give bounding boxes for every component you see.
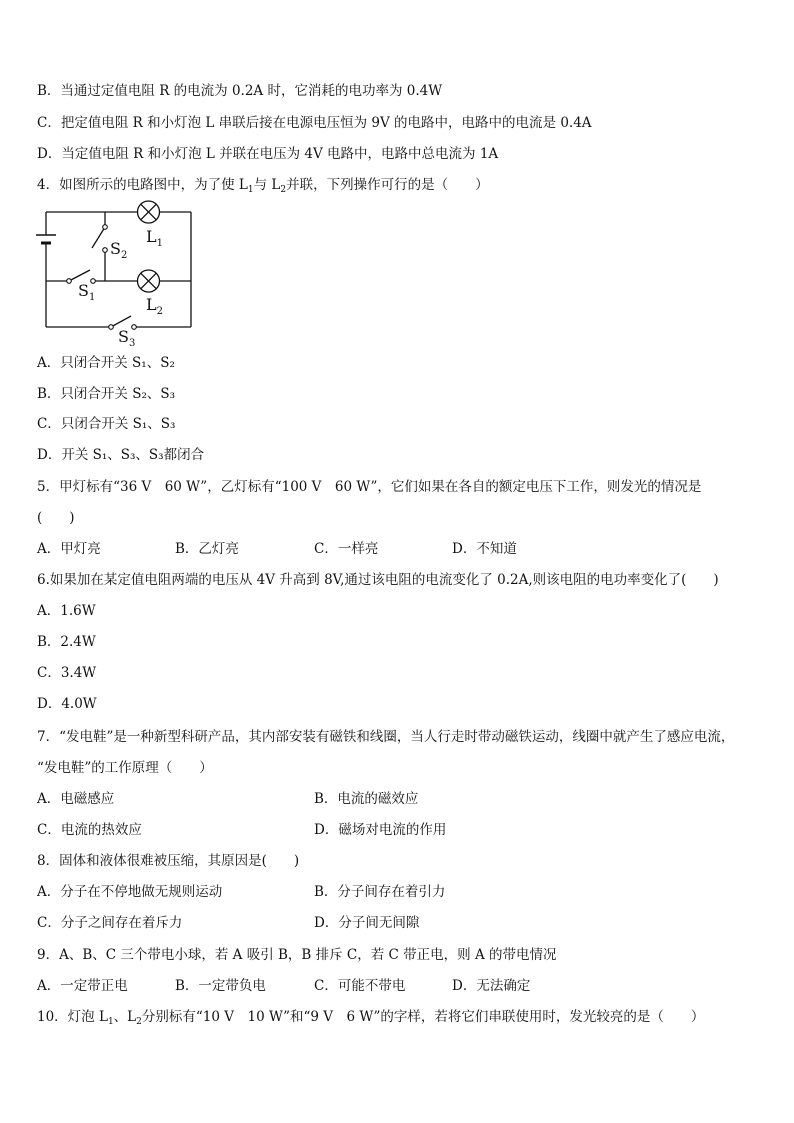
switch-s2-contact (103, 225, 108, 230)
switch-s1-label: $S_1$ (78, 281, 96, 303)
q4-option-c: C．只闭合开关 S₁、S₃ (37, 416, 176, 432)
switch-s2-label: $S_2$ (110, 239, 128, 261)
q9-option-c: C．可能不带电 (314, 978, 406, 994)
q3-option-c: C．把定值电阻 R 和小灯泡 L 串联后接在电源电压恒为 9V 的电路中，电路中的电流是 0.4A (37, 115, 592, 131)
q7-option-a: A．电磁感应 (37, 791, 115, 807)
q7-option-b: B．电流的磁效应 (314, 791, 419, 807)
q5-option-d: D．不知道 (452, 541, 517, 557)
q4-option-d: D．开关 S₁、S₃、S₃都闭合 (37, 447, 205, 463)
q10-stem: 10．灯泡 $L_1$、$L_2$分别标有“10 V 10 W”和“9 V 6 W”的字样，若将它们串联使用时，发光较亮的是（ ） (37, 1009, 705, 1027)
q5-option-a: A．甲灯亮 (37, 541, 101, 557)
lamp-l1-label: $L_1$ (146, 227, 163, 249)
q8-option-b: B．分子间存在着引力 (314, 884, 446, 900)
q5-option-c: C．一样亮 (314, 541, 379, 557)
q7-option-c: C．电流的热效应 (37, 822, 142, 838)
switch-s3-label: $S_3$ (118, 327, 136, 348)
q3-option-b: B．当通过定值电阻 R 的电流为 0.2A 时，它消耗的电功率为 0.4W (37, 83, 443, 99)
q4-option-a: A．只闭合开关 S₁、S₂ (37, 355, 175, 371)
switch-s2-blade (92, 227, 105, 248)
q7-stem-line2: “发电鞋”的工作原理（ ） (37, 760, 213, 776)
q9-option-a: A．一定带正电 (37, 978, 128, 994)
lamp-l2-label: $L_2$ (146, 295, 163, 317)
q6-option-d: D．4.0W (37, 696, 97, 712)
q4-stem: 4．如图所示的电路图中，为了使 $L_1$与 $L_2$并联，下列操作可行的是（ ） (37, 177, 489, 195)
q8-option-a: A．分子在不停地做无规则运动 (37, 884, 223, 900)
switch-s3-blade (111, 316, 131, 327)
q7-option-d: D．磁场对电流的作用 (314, 822, 447, 838)
q5-stem: 5．甲灯标有“36 V 60 W”，乙灯标有“100 V 60 W”，它们如果在各自的额定电压下工作，则发光的情况是 (37, 479, 702, 495)
q6-stem: 6.如果加在某定值电阻两端的电压从 4V 升高到 8V,通过该电阻的电流变化了 0.2A,则该电阻的电功率变化了( ) (37, 572, 719, 588)
q8-option-c: C．分子之间存在着斥力 (37, 915, 183, 931)
q6-option-a: A．1.6W (37, 603, 96, 619)
q9-option-d: D．无法确定 (452, 978, 531, 994)
q8-option-d: D．分子间无间隙 (314, 915, 420, 931)
q8-stem: 8．固体和液体很难被压缩，其原因是( ) (37, 853, 300, 869)
q9-option-b: B．一定带负电 (175, 978, 266, 994)
switch-s1-contact (67, 279, 72, 284)
q6-option-b: B．2.4W (37, 634, 96, 650)
switch-s3-contact (109, 325, 114, 330)
circuit-diagram (36, 198, 196, 348)
q5-option-b: B．乙灯亮 (175, 541, 239, 557)
q7-stem: 7．“发电鞋”是一种新型科研产品，其内部安装有磁铁和线圈，当人行走时带动磁铁运动，线圈中就产生了感应电流， (37, 729, 735, 745)
q6-option-c: C．3.4W (37, 665, 97, 681)
q9-stem: 9．A、B、C 三个带电小球，若 A 吸引 B，B 排斥 C，若 C 带正电，则 A 的带电情况 (37, 947, 557, 963)
q4-option-b: B．只闭合开关 S₂、S₃ (37, 386, 176, 402)
switch-s1-blade (69, 270, 90, 281)
q5-paren: ( ) (37, 510, 75, 526)
q3-option-d: D．当定值电阻 R 和小灯泡 L 并联在电压为 4V 电路中，电路中总电流为 1A (37, 146, 499, 162)
